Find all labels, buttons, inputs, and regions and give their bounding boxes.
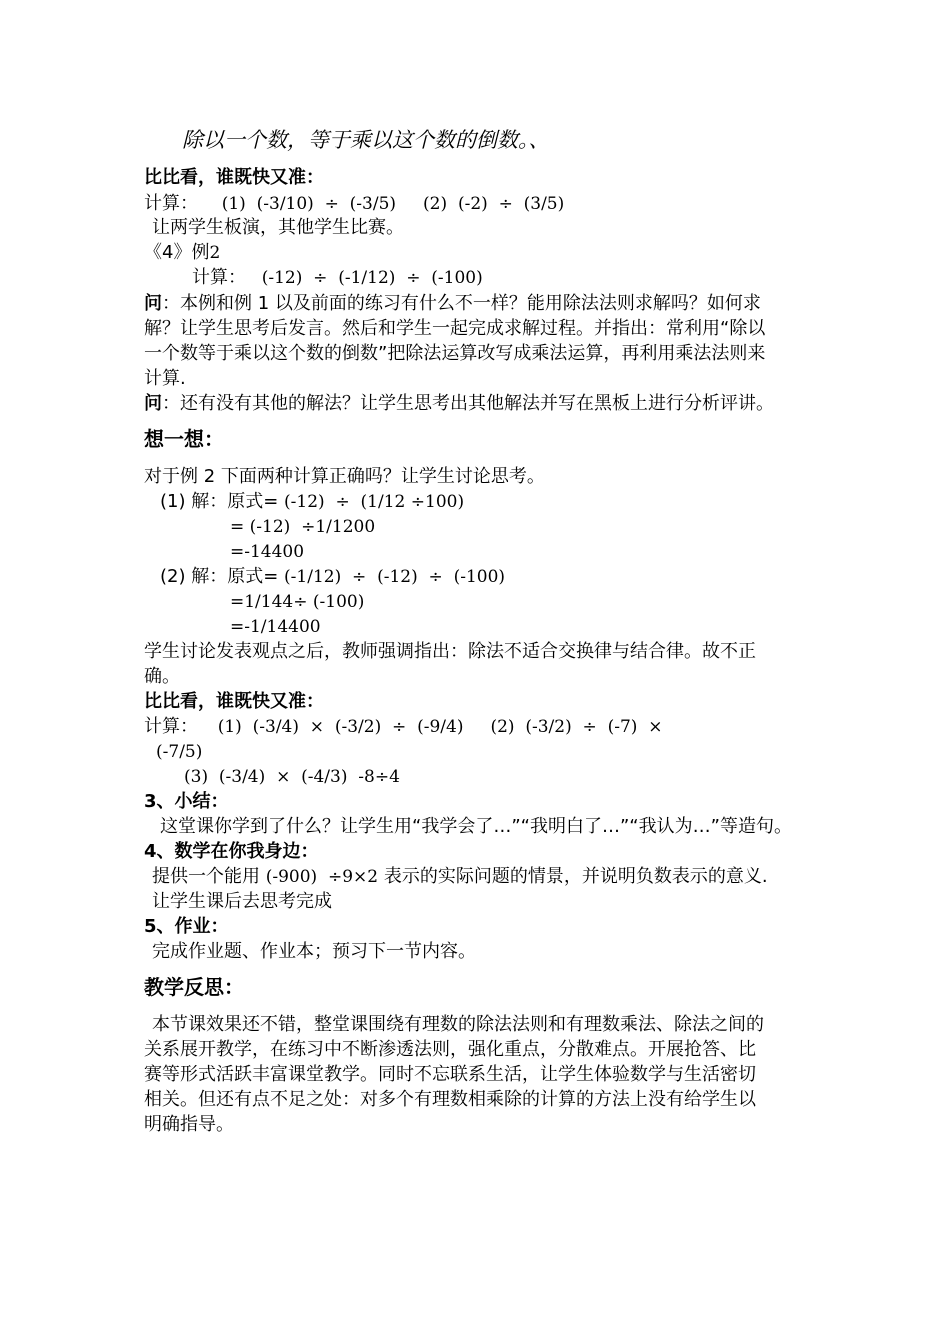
discussion-line-1: 学生讨论发表观点之后，教师强调指出：除法不适合交换律与结合律。故不正 [144,641,756,662]
solution-2-line-1: (2) 解：原式= (-1/12) ÷ (-12) ÷ (-100) [160,566,506,587]
calc-line-1 [144,192,564,216]
calc-label: 计算： [144,193,198,214]
reflection-line-1: 本节课效果还不错，整堂课围绕有理数的除法法则和有理数乘法、除法之间的 [152,1014,764,1035]
math-life-heading: 4、数学在你我身边： [144,841,319,862]
example-2-calc: 计算： (-12) ÷ (-1/12) ÷ (-100) [192,267,483,288]
example-2-heading: 《4》例2 [144,242,221,263]
think-prompt: 对于例 2 下面两种计算正确吗？让学生讨论思考。 [144,466,545,487]
exercise-heading-2: 比比看，谁既快又准： [144,691,324,712]
rule-statement: 除以一个数，等于乘以这个数的倒数。、 [182,128,550,152]
homework-text: 完成作业题、作业本；预习下一节内容。 [152,941,476,962]
solution-1-line-3: =-14400 [230,542,305,562]
reflection-line-4: 相关。但还有点不足之处：对多个有理数相乘除的计算的方法上没有给学生以 [144,1089,756,1110]
homework-heading: 5、作业： [144,916,229,937]
reflection-line-5: 明确指导。 [144,1114,234,1135]
math-life-line-2: 让学生课后去思考完成 [152,891,332,912]
calc-line-3: (3) (-3/4) × (-4/3) -8÷4 [184,767,400,787]
think-heading: 想一想： [144,427,224,451]
reflection-line-3: 赛等形式活跃丰富课堂教学。同时不忘联系生活，让学生体验数学与生活密切 [144,1064,756,1085]
reflection-line-2: 关系展开教学，在练习中不断渗透法则，强化重点，分散难点。开展抢答、比 [144,1039,756,1060]
question-1-line-1: 问：本例和例 1 以及前面的练习有什么不一样？能用除法法则求解吗？如何求 [144,293,761,314]
exercise-heading-1: 比比看，谁既快又准： [144,167,324,188]
calc-line-2-cont: (-7/5) [156,742,203,762]
question-1-line-4: 计算. [144,368,186,389]
solution-2-line-2: =1/144÷ (-100) [230,592,365,612]
question-2-line: 问：还有没有其他的解法？让学生思考出其他解法并写在黑板上进行分析评讲。 [144,393,774,414]
calc-expression: (1) (-3/10) ÷ (-3/5) (2) (-2) ÷ (3/5) [221,194,565,214]
solution-1-line-1: (1) 解：原式= (-12) ÷ (1/12 ÷100) [160,491,465,512]
question-1-line-2: 解？让学生思考后发言。然后和学生一起完成求解过程。并指出：常利用“除以 [144,318,766,339]
solution-1-line-2: = (-12) ÷1/1200 [230,517,376,537]
solution-2-line-3: =-1/14400 [230,617,321,637]
summary-heading: 3、小结： [144,791,229,812]
calc-line-2: 计算： (1) (-3/4) × (-3/2) ÷ (-9/4) (2) (-3/2) ÷ (-7) × [144,716,663,737]
instruction-line: 让两学生板演，其他学生比赛。 [152,217,404,238]
question-1-line-3: 一个数等于乘以这个数的倒数”把除法运算改写成乘法运算，再利用乘法法则来 [144,343,766,364]
discussion-line-2: 确。 [144,666,180,687]
reflection-heading: 教学反思： [144,975,244,999]
math-life-line-1: 提供一个能用 (-900) ÷9×2 表示的实际问题的情景，并说明负数表示的意义. [152,866,768,887]
summary-text: 这堂课你学到了什么？让学生用“我学会了…”“我明白了…”“我认为…”等造句。 [160,816,792,837]
